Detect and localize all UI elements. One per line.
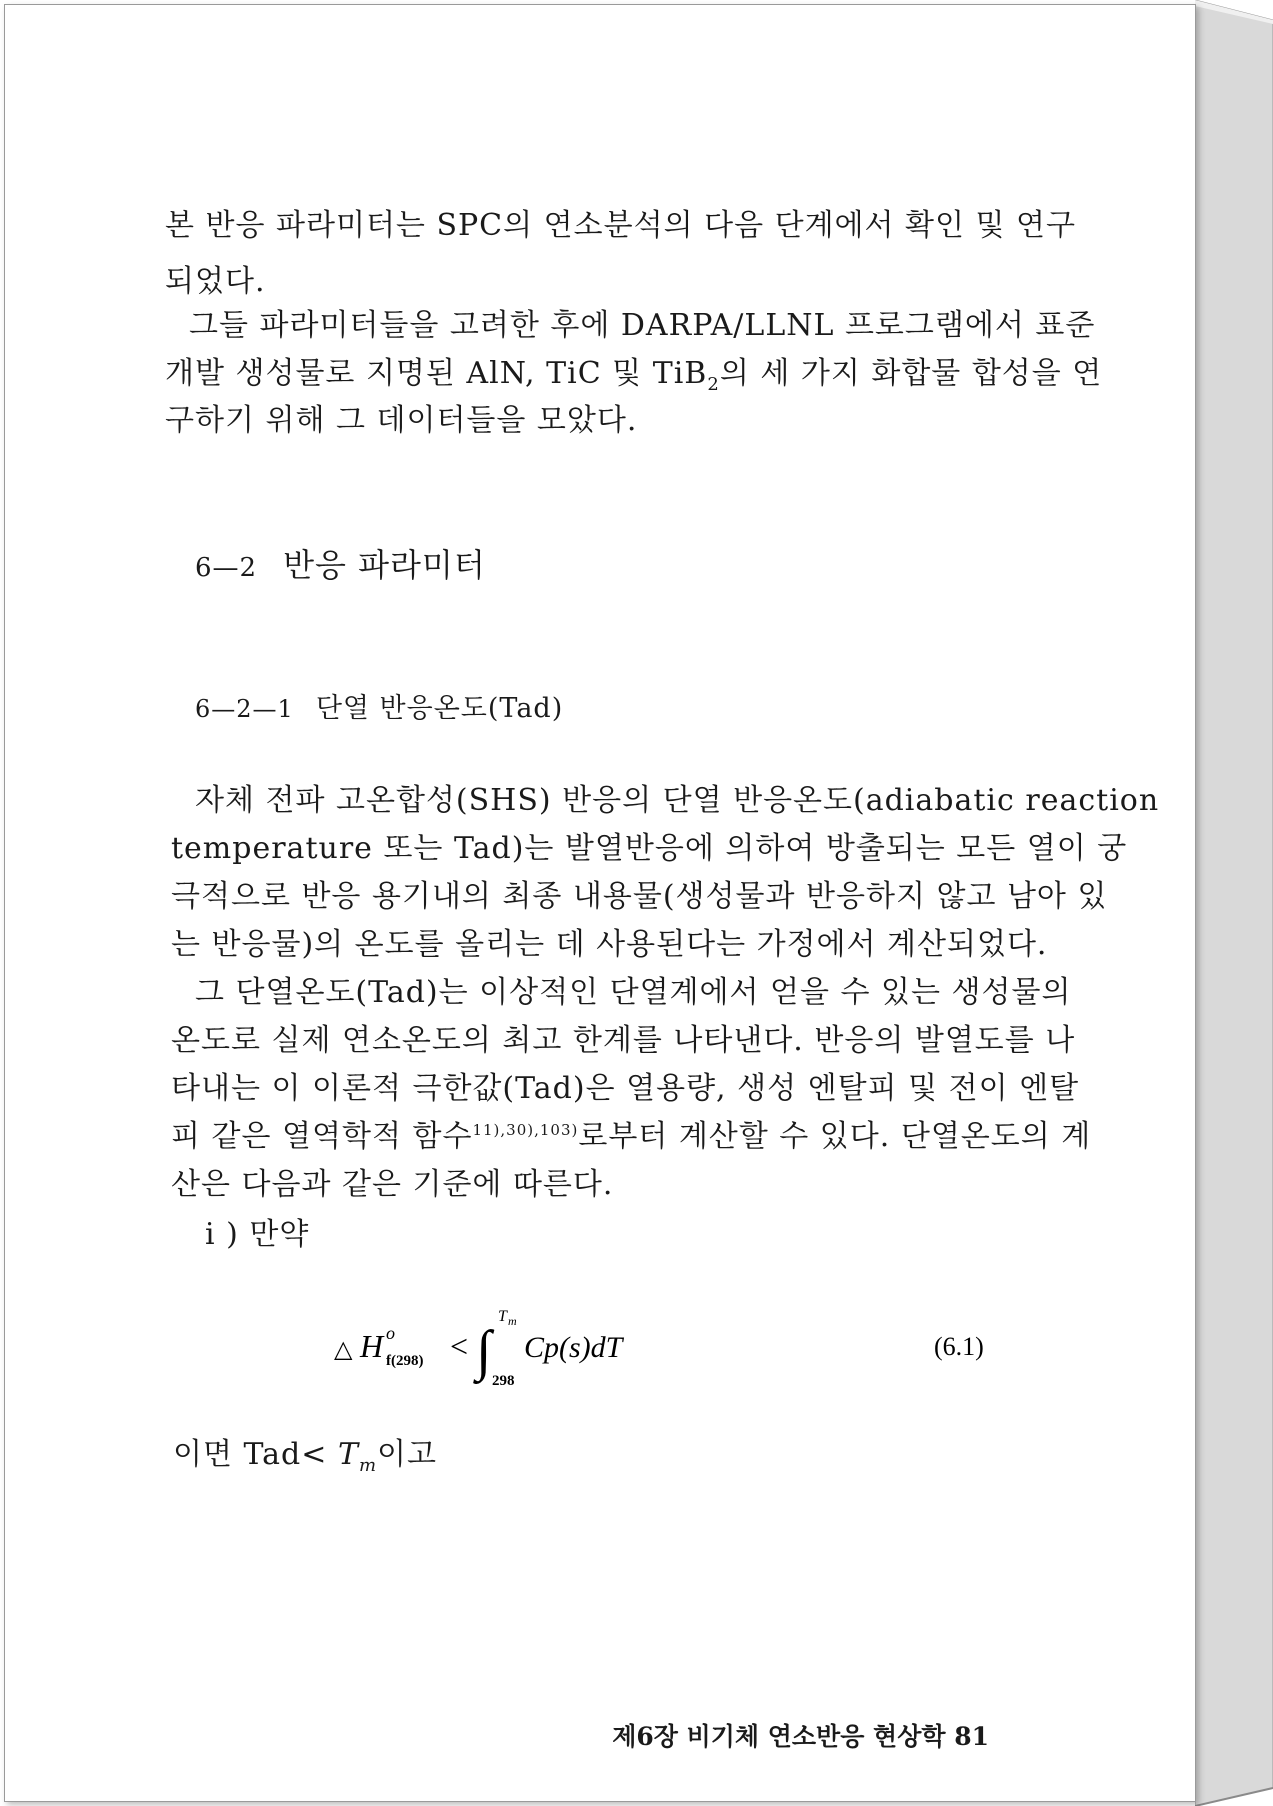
eq-upper-limit: T <box>498 1308 507 1325</box>
paragraph-top-line-2: 되었다. <box>165 264 266 299</box>
book-edge <box>1195 0 1273 1806</box>
paragraph-shs-line-1: 자체 전파 고온합성(SHS) 반응의 단열 반응온도(adiabatic reaction <box>195 783 1160 818</box>
book-page <box>4 4 1196 1802</box>
paragraph-tad-line-5: 산은 다음과 같은 기준에 따른다. <box>171 1167 614 1202</box>
paragraph-tad-line-4 <box>171 1117 1092 1157</box>
eq-lower-limit: 298 <box>492 1373 515 1389</box>
paragraph-shs-line-2: temperature 또는 Tad)는 발열반응에 의하여 방출되는 모든 열이 궁 <box>171 831 1128 866</box>
eq-H-subscript: f(298) <box>386 1353 424 1369</box>
eq-H-superscript: o <box>386 1323 395 1343</box>
eq-integral: ∫ <box>476 1320 492 1382</box>
subsection-heading <box>195 689 563 729</box>
equation-6-1 <box>330 1301 1030 1401</box>
after-equation-text <box>173 1435 437 1475</box>
paragraph-tad-line-3: 타내는 이 이론적 극한값(Tad)은 열용량, 생성 엔탈피 및 전이 엔탈 <box>171 1071 1080 1106</box>
paragraph-darpa-line-1: 그들 파라미터들을 고려한 후에 DARPA/LLNL 프로그램에서 표준 <box>189 308 1096 343</box>
subsection-title: 단열 반응온도(Tad) <box>315 693 564 724</box>
subsection-number: 6—2—1 <box>195 695 294 723</box>
paragraph-darpa-line-2 <box>165 354 1103 395</box>
paragraph-shs-line-4: 는 반응물)의 온도를 올리는 데 사용된다는 가정에서 계산되었다. <box>171 927 1048 962</box>
after-eq-T-sub: m <box>358 1455 378 1476</box>
eq-H: H <box>360 1328 384 1364</box>
paragraph-tad-line-1: 그 단열온도(Tad)는 이상적인 단열계에서 얻을 수 있는 생성물의 <box>195 975 1072 1010</box>
section-heading <box>195 545 486 588</box>
darpa-line2-text-a: 개발 생성물로 지명된 AlN, TiC 및 TiB <box>165 356 708 391</box>
paragraph-shs-line-3: 극적으로 반응 용기내의 최종 내용물(생성물과 반응하지 않고 남아 있 <box>171 879 1108 914</box>
after-eq-text-a: 이면 Tad< <box>173 1437 338 1472</box>
eq-upper-limit-sub: m <box>508 1314 517 1328</box>
darpa-line2-subscript: 2 <box>707 374 720 395</box>
after-eq-T: T <box>337 1437 359 1472</box>
page-footer: 제6장 비기체 연소반응 현상학 81 <box>612 1722 989 1751</box>
paragraph-darpa-line-3: 구하기 위해 그 데이터들을 모았다. <box>165 403 638 438</box>
eq-delta: △ <box>334 1337 353 1363</box>
eq-number: (6.1) <box>934 1332 984 1361</box>
eq-integrand: Cp(s)dT <box>524 1331 623 1364</box>
paragraph-top-line-1: 본 반응 파라미터는 SPC의 연소분석의 다음 단계에서 확인 및 연구 <box>165 208 1077 243</box>
section-title: 반응 파라미터 <box>283 546 486 584</box>
reference-superscript: 11),30),103) <box>472 1121 579 1139</box>
tad-line4-text-b: 로부터 계산할 수 있다. 단열온도의 계 <box>578 1119 1092 1154</box>
paragraph-tad-line-2: 온도로 실제 연소온도의 최고 한계를 나타낸다. 반응의 발열도를 나 <box>171 1023 1076 1058</box>
eq-less-than: < <box>450 1328 469 1364</box>
darpa-line2-text-b: 의 세 가지 화합물 합성을 연 <box>719 356 1103 391</box>
condition-label: i ) 만약 <box>205 1217 310 1252</box>
after-eq-text-b: 이고 <box>377 1437 438 1472</box>
section-number: 6—2 <box>195 553 258 583</box>
tad-line4-text-a: 피 같은 열역학적 함수 <box>171 1119 473 1154</box>
